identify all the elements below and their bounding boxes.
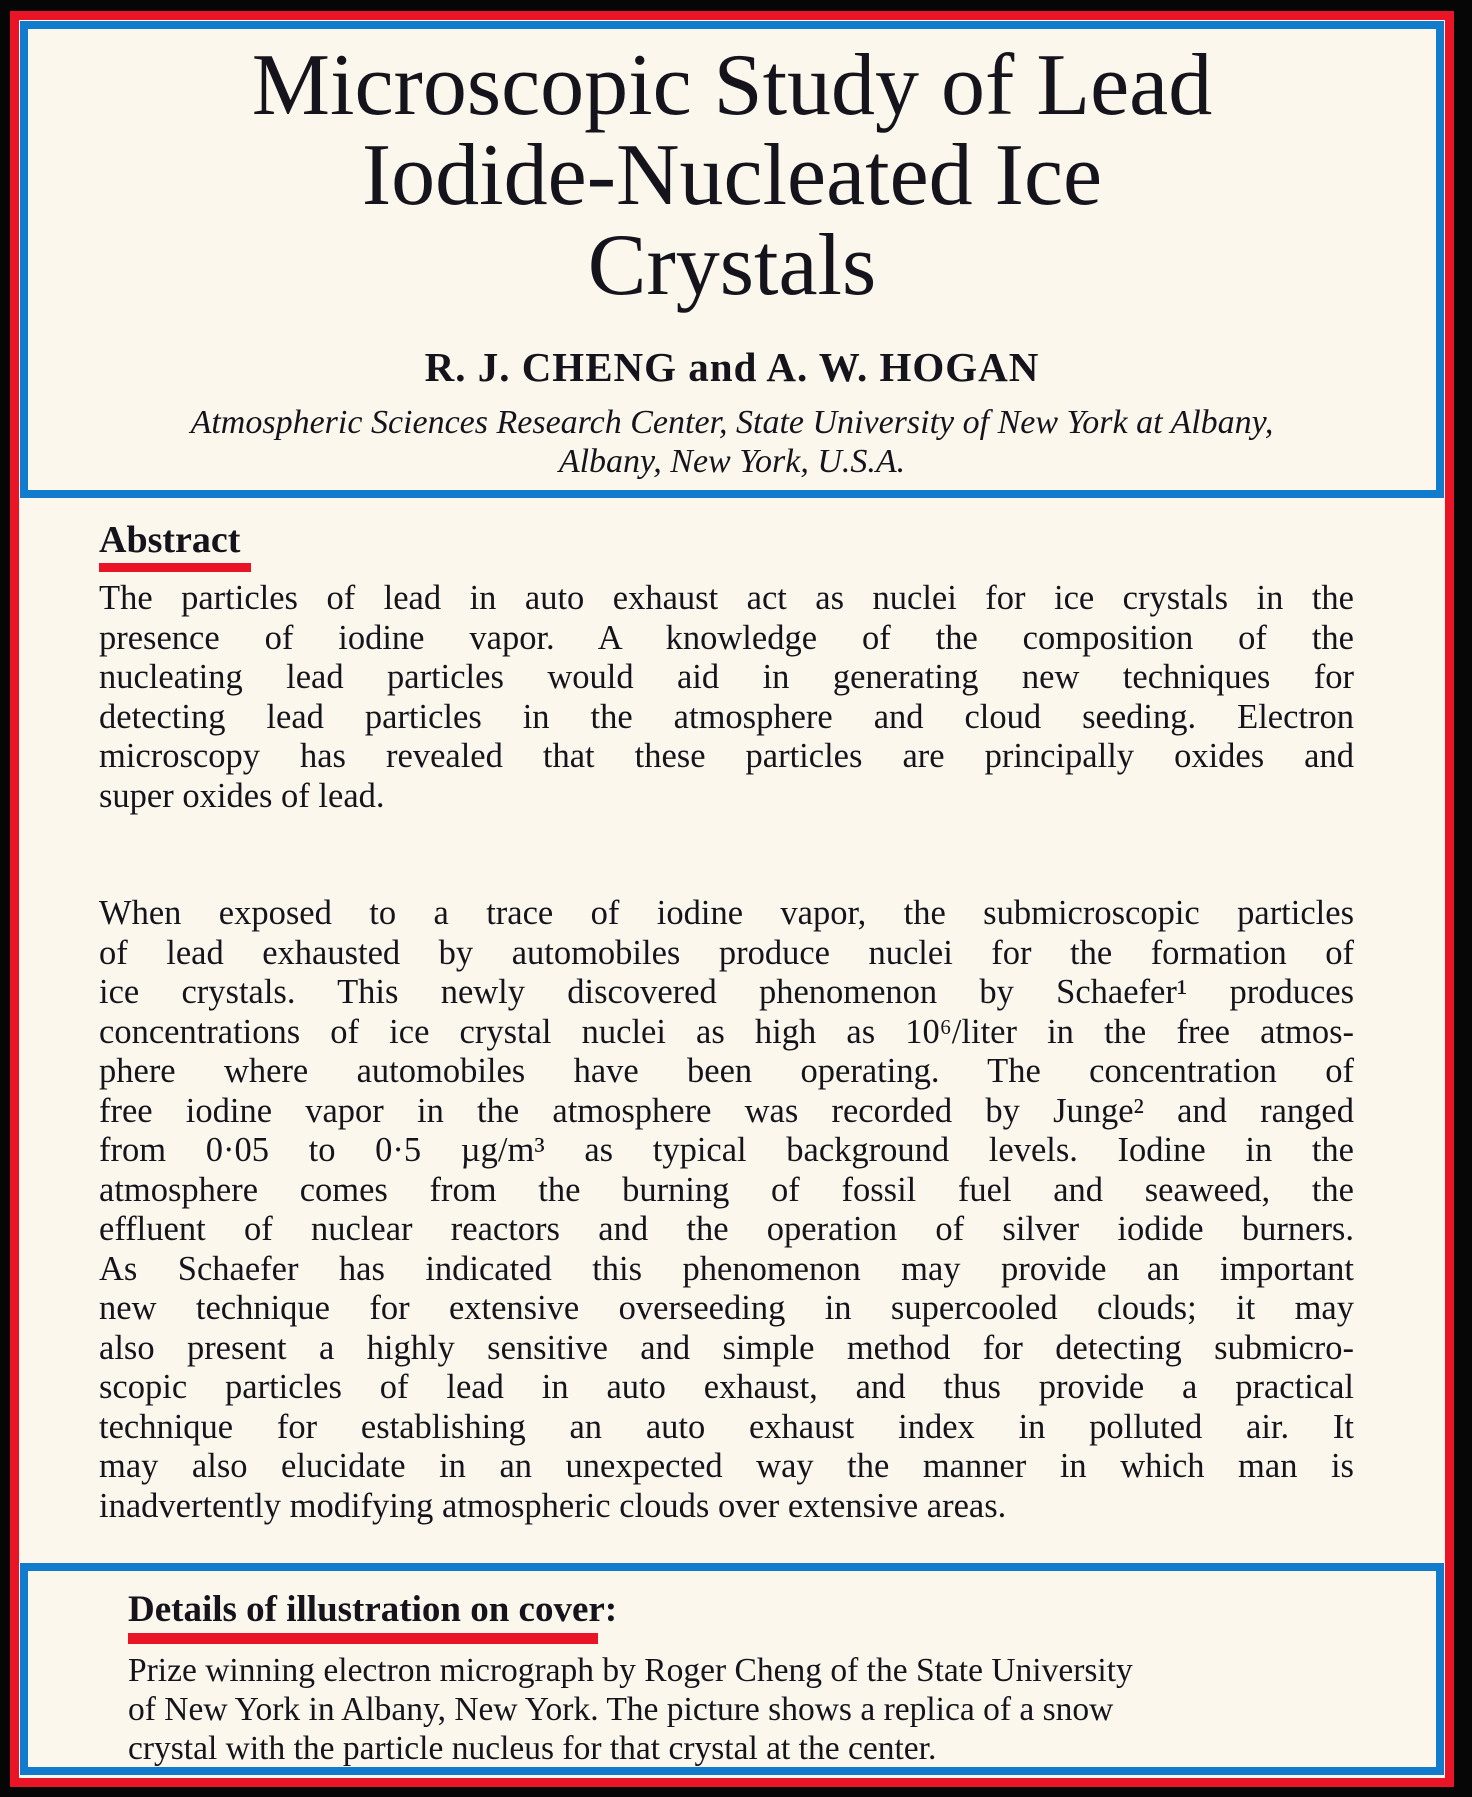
body-paragraph: When exposed to a trace of iodine vapor, the submicroscopic particles of lead exhausted by automobiles produce nuclei for the formation of ice crystals. This newly discovered phenomenon by Schaefer¹ produces concentrations of ice crystal nuclei as high as 10⁶/liter in the free atmos- phere where automobiles have been operating. The concentration of free iodine vapor in the atmosphere was recorded by Junge² and ranged from 0·05 to 0·5 µg/m³ as typical background levels. Iodine in the atmosphere comes from the burning of fossil fuel and seaweed, the effluent of nuclear reactors and the operation of silver iodide burners. As Schaefer has indicated this phenomenon may provide an important new technique for extensive overseeding in supercooled clouds; it may also present a highly sensitive and simple method for detecting submicro- scopic particles of lead in auto exhaust, and thus provide a practical technique for establishing an auto exhaust index in polluted air. It may also elucidate in an unexpected way the manner in which man is inadvertently modifying atmospheric clouds over extensive areas. — [99, 894, 1354, 1525]
cover-note-paragraph: Prize winning electron micrograph by Roger Cheng of the State University of New York in Albany, New York. The picture shows a replica of a snow crystal with the particle nucleus for that crystal at the center. — [128, 1652, 1133, 1767]
title-box — [20, 21, 1444, 498]
text-column — [99, 518, 1354, 1526]
page-frame — [10, 11, 1454, 1787]
abstract-paragraph: The particles of lead in auto exhaust act as nuclei for ice crystals in the presence of iodine vapor. A knowledge of the composition of the nucleating lead particles would aid in generating new techniques for detecting lead particles in the atmosphere and cloud seeding. Electron microscopy has revealed that these particles are principally oxides and super oxides of lead. — [99, 579, 1354, 815]
authors-line: R. J. CHENG and A. W. HOGAN — [424, 344, 1040, 390]
affiliation: Atmospheric Sciences Research Center, State University of New York at Albany, Albany, New York, U.S.A. — [190, 404, 1274, 480]
cover-note-box — [20, 1563, 1444, 1775]
abstract-heading: Abstract — [99, 519, 241, 561]
cover-note-red-underline — [128, 1633, 598, 1644]
cover-note-heading: Details of illustration on cover: — [128, 1589, 618, 1630]
page-title: Microscopic Study of Lead Iodide-Nucleated Ice Crystals — [251, 37, 1213, 314]
abstract-red-underline — [99, 563, 251, 572]
